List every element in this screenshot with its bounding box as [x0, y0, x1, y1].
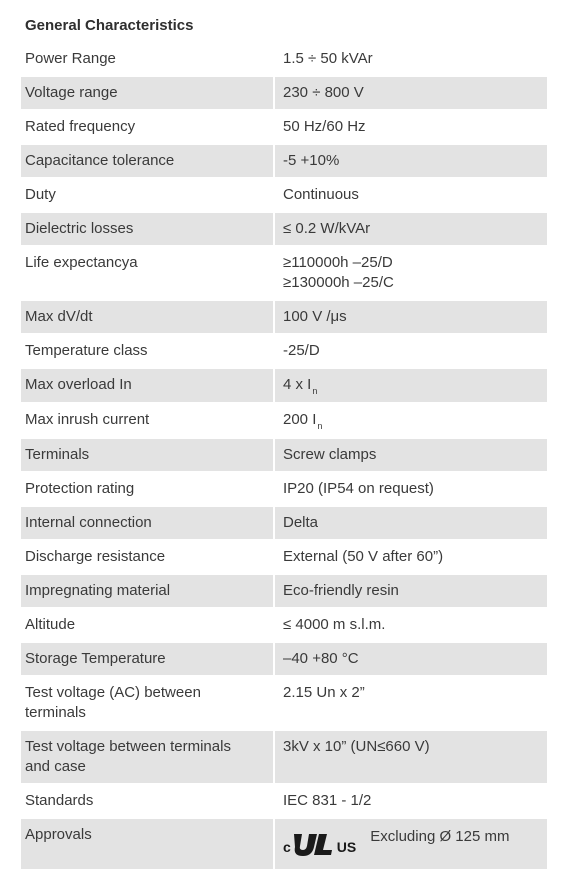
- row-label: Terminals: [21, 439, 275, 471]
- label-line: and case: [25, 758, 86, 775]
- table-row: [21, 731, 547, 785]
- mark-c-text: c: [283, 839, 291, 855]
- table-row: [21, 677, 547, 731]
- row-label: Dielectric losses: [21, 213, 275, 245]
- row-label: Storage Temperature: [21, 643, 275, 675]
- table-row: [21, 541, 547, 575]
- row-value: [275, 404, 547, 437]
- mark-us-text: US: [336, 839, 357, 855]
- value-line: ≥130000h –25/C: [283, 274, 394, 291]
- value-text: 200 I: [283, 411, 317, 428]
- row-label: Standards: [21, 785, 275, 817]
- row-label: Approvals: [21, 819, 275, 869]
- characteristics-table: [21, 43, 547, 871]
- row-label: Capacitance tolerance: [21, 145, 275, 177]
- row-value: 230 ÷ 800 V: [283, 84, 364, 101]
- row-value: –40 +80 °C: [283, 650, 359, 667]
- approvals-note: Excluding Ø 125 mm: [370, 828, 510, 845]
- table-row: [21, 179, 547, 213]
- row-label: Altitude: [21, 609, 275, 641]
- row-value: [275, 819, 547, 869]
- row-label: Duty: [21, 179, 275, 211]
- row-value: External (50 V after 60”): [283, 548, 444, 565]
- row-value: 50 Hz/60 Hz: [283, 118, 366, 135]
- row-value: Eco-friendly resin: [283, 582, 399, 599]
- cul-us-listed-icon: [283, 831, 356, 857]
- row-value: Continuous: [283, 186, 359, 203]
- table-row: [21, 335, 547, 369]
- row-value: ≤ 4000 m s.l.m.: [283, 616, 386, 633]
- ul-logo-icon: [292, 831, 334, 857]
- row-value: [275, 247, 547, 299]
- row-label: Rated frequency: [21, 111, 275, 143]
- row-label: Voltage range: [21, 77, 275, 109]
- label-line: terminals: [25, 704, 86, 721]
- table-row: [21, 111, 547, 145]
- row-label: Discharge resistance: [21, 541, 275, 573]
- table-row: [21, 473, 547, 507]
- table-row: [21, 785, 547, 819]
- table-row: [21, 575, 547, 609]
- row-value: Delta: [283, 514, 319, 531]
- row-label: Protection rating: [21, 473, 275, 505]
- table-row: [21, 77, 547, 111]
- row-value: 2.15 Un x 2”: [283, 684, 365, 701]
- row-value: -25/D: [283, 342, 320, 359]
- row-label: Max overload In: [21, 369, 275, 402]
- row-label: Impregnating material: [21, 575, 275, 607]
- label-line: Test voltage between terminals: [25, 738, 231, 755]
- row-value: [275, 369, 547, 402]
- label-line: Test voltage (AC) between: [25, 684, 201, 701]
- table-row: [21, 301, 547, 335]
- table-row: [21, 369, 547, 404]
- table-row: [21, 43, 547, 77]
- table-row: [21, 507, 547, 541]
- table-row: [21, 145, 547, 179]
- value-text: 4 x I: [283, 376, 312, 393]
- row-label: Max inrush current: [21, 404, 275, 437]
- row-label: [21, 731, 275, 783]
- table-row: [21, 404, 547, 439]
- table-row: [21, 247, 547, 301]
- value-subscript: n: [317, 421, 323, 431]
- row-label: Max dV/dt: [21, 301, 275, 333]
- row-value: Screw clamps: [283, 446, 377, 463]
- row-value: 3kV x 10” (UN≤660 V): [283, 738, 430, 755]
- value-line: ≥110000h –25/D: [283, 254, 393, 271]
- row-label: Life expectancya: [21, 247, 275, 299]
- row-value: 1.5 ÷ 50 kVAr: [283, 50, 373, 67]
- table-row: [21, 609, 547, 643]
- row-label: [21, 677, 275, 729]
- row-value: -5 +10%: [283, 152, 340, 169]
- row-value: 100 V /μs: [283, 308, 347, 325]
- row-value: ≤ 0.2 W/kVAr: [283, 220, 371, 237]
- table-row: [21, 643, 547, 677]
- table-row: [21, 213, 547, 247]
- table-row: [21, 819, 547, 871]
- row-value: IP20 (IP54 on request): [283, 480, 434, 497]
- row-label: Temperature class: [21, 335, 275, 367]
- row-label: Power Range: [21, 43, 275, 75]
- value-subscript: n: [312, 386, 318, 396]
- row-value: IEC 831 - 1/2: [283, 792, 372, 809]
- table-row: [21, 439, 547, 473]
- section-title: General Characteristics: [25, 17, 194, 34]
- row-label: Internal connection: [21, 507, 275, 539]
